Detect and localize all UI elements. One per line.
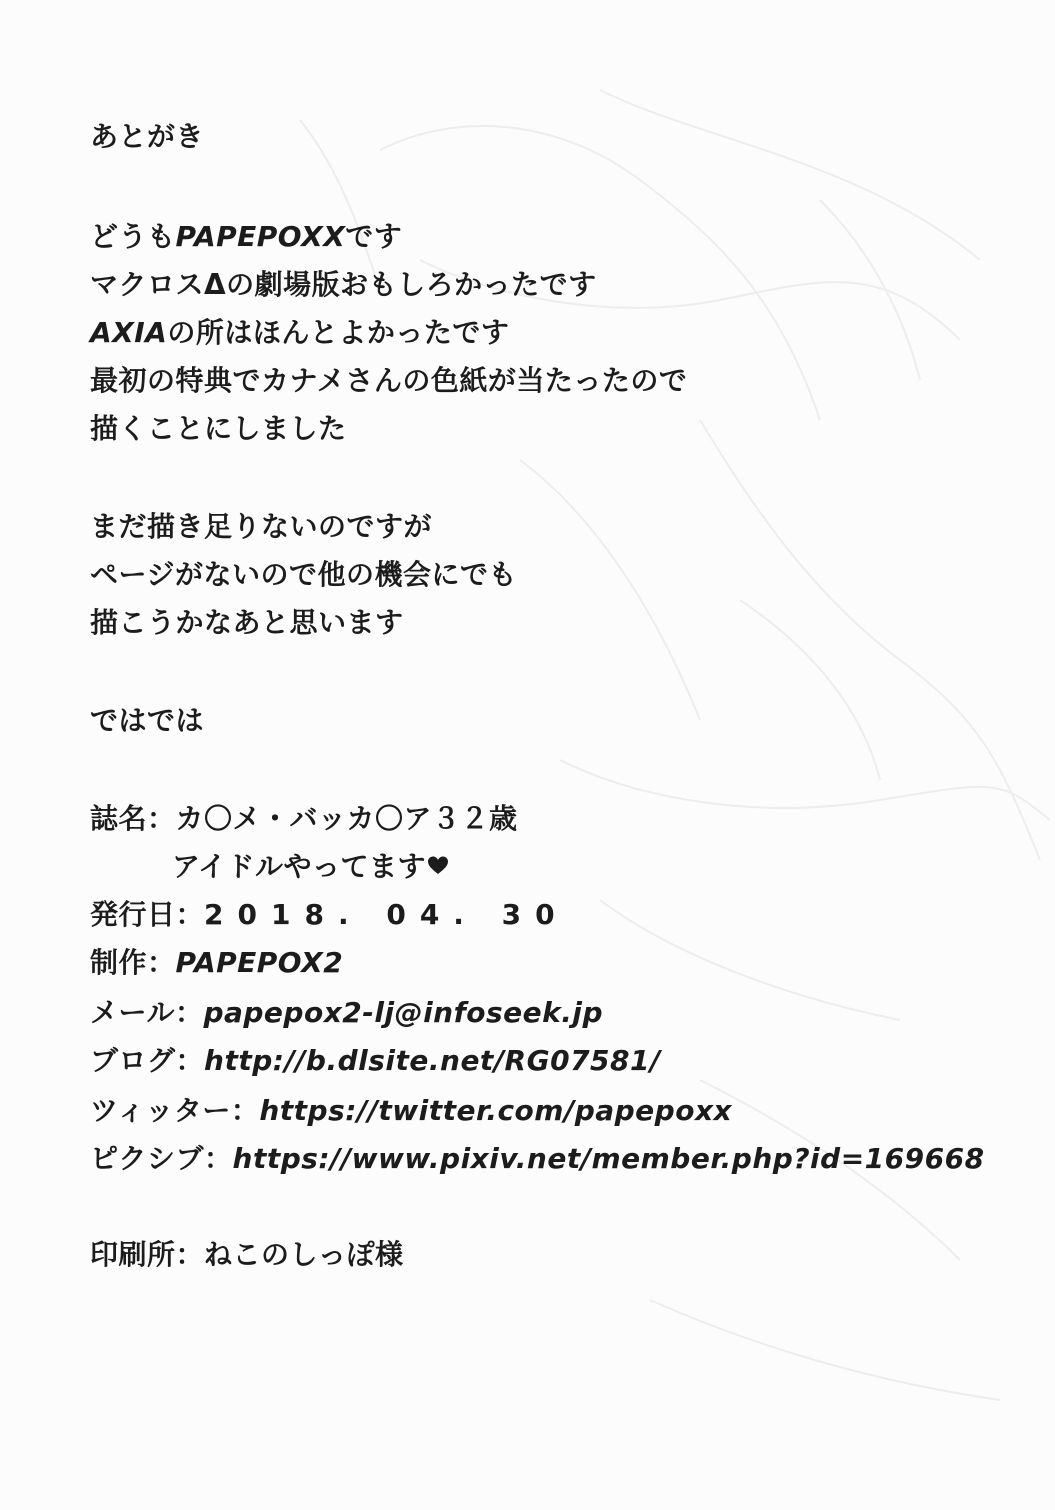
twitter-value: https://twitter.com/papepoxx <box>259 1094 733 1127</box>
date-value: 2018. 04. 30 <box>204 898 569 931</box>
mail-value: papepox2-lj@infoseek.jp <box>203 996 604 1029</box>
colophon-title-row-2 <box>172 850 448 884</box>
afterword-line-3 <box>90 316 509 350</box>
printer-label: 印刷所： <box>90 1238 205 1271</box>
afterword-line-8: 描こうかなあと思います <box>90 606 404 639</box>
afterword-closing: ではでは <box>90 704 205 737</box>
title-value-line-2: アイドルやってます <box>172 850 426 883</box>
colophon-title-row <box>90 802 518 836</box>
greeting-prefix: どうも <box>90 220 176 253</box>
title-label: 誌名： <box>90 802 176 835</box>
afterword-line-6: まだ描き足りないのですが <box>90 510 433 543</box>
mail-label: メール： <box>90 996 204 1029</box>
colophon-author-row <box>90 946 343 980</box>
greeting-suffix: です <box>345 220 403 253</box>
axia-suffix: の所はほんとよかったです <box>167 316 510 349</box>
author-label: 制作： <box>90 946 176 979</box>
pixiv-value: https://www.pixiv.net/member.php?id=169668 <box>232 1142 985 1175</box>
afterword-line-5: 描くことにしました <box>90 412 347 445</box>
colophon-twitter-row <box>90 1094 732 1128</box>
colophon-date-row <box>90 898 569 932</box>
afterword-line-2: マクロスΔの劇場版おもしろかったです <box>90 268 597 301</box>
twitter-label: ツィッター： <box>90 1094 260 1127</box>
colophon-printer-row <box>90 1238 404 1272</box>
colophon-blog-row <box>90 1044 661 1078</box>
circle-name: PAPEPOXX <box>175 220 346 253</box>
blog-value: http://b.dlsite.net/RG07581/ <box>204 1044 661 1077</box>
axia-name: AXIA <box>90 316 168 349</box>
blog-label: ブログ： <box>90 1044 205 1077</box>
afterword-line-7: ページがないので他の機会にでも <box>90 558 517 591</box>
title-value: カ〇メ・バッカ〇ア３２歳 <box>175 802 518 835</box>
date-label: 発行日： <box>90 898 205 931</box>
printer-value: ねこのしっぽ様 <box>204 1238 404 1271</box>
pixiv-label: ピクシブ： <box>90 1142 233 1175</box>
afterword-line-1 <box>90 220 402 254</box>
colophon-mail-row <box>90 996 603 1030</box>
heart-icon <box>428 856 448 876</box>
author-value: PAPEPOX2 <box>175 946 344 979</box>
afterword-line-4: 最初の特典でカナメさんの色紙が当たったので <box>90 364 688 397</box>
colophon-pixiv-row <box>90 1142 985 1176</box>
afterword-title: あとがき <box>90 120 205 153</box>
